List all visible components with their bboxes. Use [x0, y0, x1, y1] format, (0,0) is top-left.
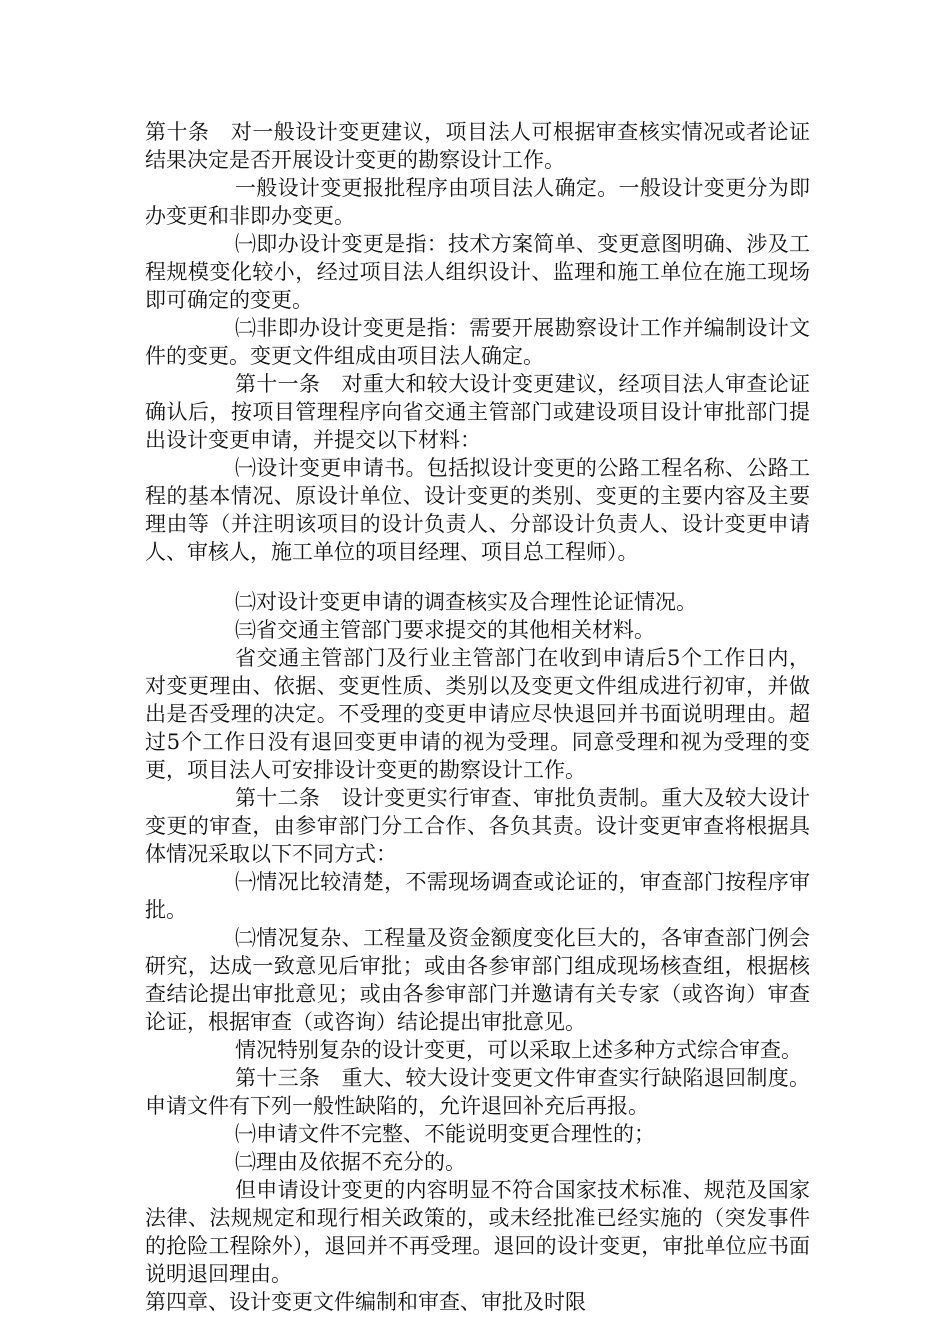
paragraph-complex-review: ㈡情况复杂、工程量及资金额度变化巨大的，各审查部门例会研究，达成一致意见后审批；或由各参审部门组成现场核查组，根据核查结论提出审批意见；或由各参审部门并邀请有关专家（或咨询）审查论证，根据审查（或咨询）结论提出审批意见。 — [145, 926, 810, 1034]
paragraph-immediate-change: ㈠即办设计变更是指：技术方案简单、变更意图明确、涉及工程规模变化较小，经过项目法人组织设计、监理和施工单位在施工现场即可确定的变更。 — [145, 232, 810, 312]
paragraph-combined-review: 情况特别复杂的设计变更，可以采取上述多种方式综合审查。 — [235, 1038, 802, 1062]
paragraph-general-change-procedure: 一般设计变更报批程序由项目法人确定。一般设计变更分为即办变更和非即办变更。 — [145, 176, 810, 228]
paragraph-rejection-rule: 但申请设计变更的内容明显不符合国家技术标准、规范及国家法律、法规规定和现行相关政策的，或未经批准已经实施的（突发事件的抢险工程除外），退回并不再受理。退回的设计变更，审批单位应书面说明退回理由。 — [145, 1178, 810, 1286]
document-page — [145, 118, 810, 1316]
paragraph-article-11: 第十一条 对重大和较大设计变更建议，经项目法人审查论证确认后，按项目管理程序向省交通主管部门或建设项目设计审批部门提出设计变更申请，并提交以下材料： — [145, 372, 810, 452]
paragraph-application-letter: ㈠设计变更申请书。包括拟设计变更的公路工程名称、公路工程的基本情况、原设计单位、设计变更的类别、变更的主要内容及主要理由等（并注明该项目的设计负责人、分部设计负责人、设计变更申请人、审核人，施工单位的项目经理、项目总工程师）。 — [145, 456, 810, 564]
paragraph-article-12: 第十二条 设计变更实行审查、审批负责制。重大及较大设计变更的审查，由参审部门分工合作、各负其责。设计变更审查将根据具体情况采取以下不同方式： — [145, 786, 810, 866]
paragraph-article-13: 第十三条 重大、较大设计变更文件审查实行缺陷退回制度。申请文件有下列一般性缺陷的，允许退回补充后再报。 — [145, 1066, 810, 1118]
paragraph-article-10: 第十条 对一般设计变更建议，项目法人可根据审查核实情况或者论证结果决定是否开展设计变更的勘察设计工作。 — [145, 120, 810, 172]
paragraph-simple-review: ㈠情况比较清楚，不需现场调查或论证的，审查部门按程序审批。 — [145, 870, 810, 922]
paragraph-preliminary-review: 省交通主管部门及行业主管部门在收到申请后5个工作日内，对变更理由、依据、变更性质、类别以及变更文件组成进行初审，并做出是否受理的决定。不受理的变更申请应尽快退回并书面说明理由。超过5个工作日没有退回变更申请的视为受理。同意受理和视为受理的变更，项目法人可安排设计变更的勘察设计工作。 — [145, 646, 810, 782]
paragraph-other-materials: ㈢省交通主管部门要求提交的其他相关材料。 — [235, 618, 655, 642]
paragraph-non-immediate-change: ㈡非即办设计变更是指：需要开展勘察设计工作并编制设计文件的变更。变更文件组成由项目法人确定。 — [145, 316, 810, 368]
paragraph-verification-report: ㈡对设计变更申请的调查核实及合理性论证情况。 — [235, 590, 697, 614]
paragraph-incomplete-documents: ㈠申请文件不完整、不能说明变更合理性的； — [235, 1122, 655, 1146]
paragraph-insufficient-grounds: ㈡理由及依据不充分的。 — [235, 1150, 466, 1174]
chapter-4-heading: 第四章、设计变更文件编制和审查、审批及时限 — [145, 1290, 586, 1314]
